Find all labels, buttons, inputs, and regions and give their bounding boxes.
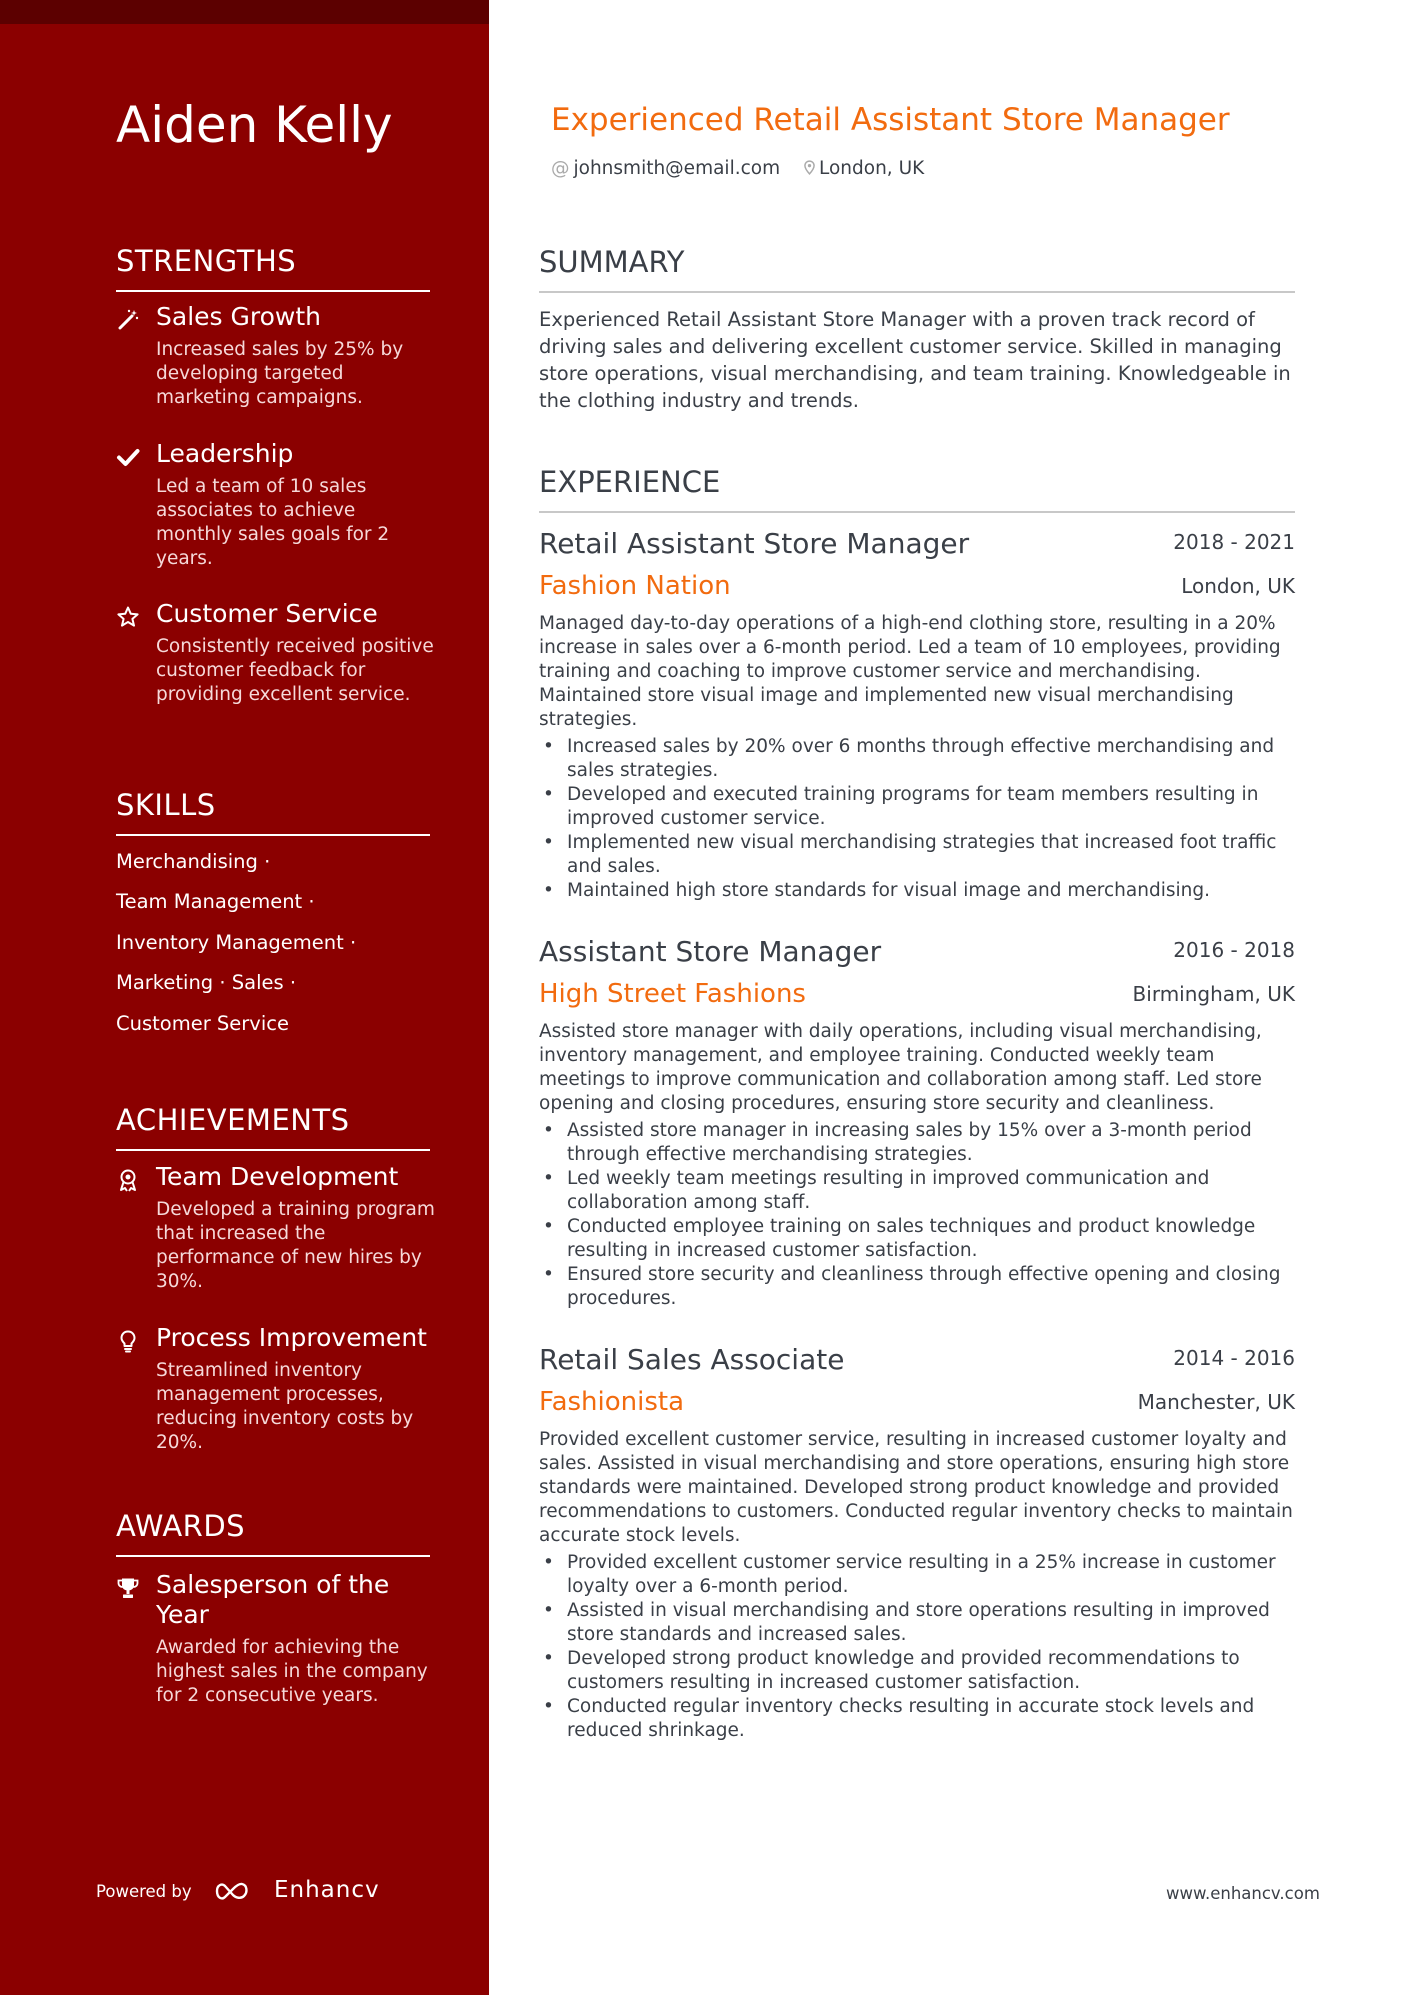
- contact-row: [551, 158, 942, 179]
- job-dates: 2018 - 2021: [1173, 530, 1295, 554]
- job-bullets: [539, 1551, 1295, 1743]
- candidate-name: Aiden Kelly: [116, 96, 393, 154]
- achievement-item: [116, 1162, 436, 1294]
- skill-tag: Inventory Management ·: [116, 931, 357, 954]
- lightbulb-icon: [116, 1329, 142, 1355]
- strength-item: [116, 302, 436, 410]
- job-bullets: [539, 735, 1295, 903]
- job-role: Assistant Store Manager: [539, 935, 882, 968]
- summary-heading: SUMMARY: [539, 245, 1295, 293]
- website-link[interactable]: www.enhancv.com: [1166, 1884, 1320, 1903]
- job-description: Provided excellent customer service, resulting in increased customer loyalty and sales. Assisted in visual merchandising and store operations, ensuring high store standards were maintained. Developed strong product knowledge and provided recommendations to customers. Conducted regular inventory checks to maintain accurate stock levels.: [539, 1429, 1293, 1546]
- strength-desc: Led a team of 10 sales associates to achieve monthly sales goals for 2 years.: [156, 476, 390, 569]
- strength-title: Leadership: [156, 439, 294, 468]
- job-description: Managed day-to-day operations of a high-end clothing store, resulting in a 20% increase in sales over a 6-month period. Led a team of 10 employees, providing training and coaching to improve customer service and merchandising. Maintained store visual image and implemented new visual merchandising strategies.: [539, 613, 1281, 730]
- location-text: London, UK: [819, 158, 925, 179]
- job-description: Assisted store manager with daily operations, including visual merchandising, inventory management, and employee training. Conducted weekly team meetings to improve communication and collaboration among staff. Led store opening and closing procedures, ensuring store security and cleanliness.: [539, 1021, 1262, 1114]
- sidebar: [0, 0, 489, 1995]
- job-bullet: • Increased sales by 20% over 6 months through effective merchandising and sales strategies.: [567, 735, 1295, 783]
- at-sign-icon: @: [551, 158, 570, 179]
- job-bullet: • Assisted in visual merchandising and store operations resulting in improved store standards and increased sales.: [567, 1599, 1295, 1647]
- job-bullet: • Ensured store security and cleanliness through effective opening and closing procedures.: [567, 1263, 1295, 1311]
- awards-heading: AWARDS: [116, 1509, 430, 1557]
- job-company: Fashionista: [539, 1387, 685, 1417]
- sidebar-top-bar: [0, 0, 489, 24]
- job-role: Retail Assistant Store Manager: [539, 527, 970, 560]
- experience-heading: EXPERIENCE: [539, 465, 1295, 513]
- enhancv-brand-name: Enhancv: [274, 1877, 380, 1903]
- achievement-desc: Developed a training program that increased the performance of new hires by 30%.: [156, 1199, 435, 1292]
- job-dates: 2014 - 2016: [1173, 1346, 1295, 1370]
- experience-entry: [539, 934, 1295, 1311]
- contact-email: [551, 158, 780, 179]
- job-bullet: • Maintained high store standards for visual image and merchandising.: [567, 879, 1295, 903]
- trophy-icon: [116, 1576, 142, 1602]
- job-role: Retail Sales Associate: [539, 1343, 845, 1376]
- email-text: johnsmith@email.com: [573, 158, 781, 179]
- contact-location: [804, 158, 924, 179]
- skill-tag: Marketing · Sales ·: [116, 971, 297, 994]
- job-bullet: • Developed and executed training programs for team members resulting in improved customer service.: [567, 783, 1295, 831]
- magic-wand-icon: [116, 308, 142, 334]
- strengths-heading: STRENGTHS: [116, 244, 430, 292]
- strength-title: Customer Service: [156, 599, 378, 628]
- enhancv-logo-icon: [214, 1878, 252, 1904]
- job-bullet: • Developed strong product knowledge and provided recommendations to customers resulting in increased customer satisfaction.: [567, 1647, 1295, 1695]
- job-company: Fashion Nation: [539, 571, 731, 601]
- job-bullet: • Led weekly team meetings resulting in improved communication and collaboration among staff.: [567, 1167, 1295, 1215]
- award-desc: Awarded for achieving the highest sales in the company for 2 consecutive years.: [156, 1637, 428, 1706]
- job-location: Manchester, UK: [1137, 1390, 1295, 1414]
- strength-desc: Increased sales by 25% by developing targeted marketing campaigns.: [156, 339, 404, 408]
- job-location: London, UK: [1181, 574, 1295, 598]
- skills-heading: SKILLS: [116, 788, 430, 836]
- job-dates: 2016 - 2018: [1173, 938, 1295, 962]
- achievements-heading: ACHIEVEMENTS: [116, 1103, 430, 1151]
- award-item: [116, 1570, 436, 1708]
- job-bullet: • Provided excellent customer service resulting in a 25% increase in customer loyalty over a 6-month period.: [567, 1551, 1295, 1599]
- job-bullet: • Implemented new visual merchandising strategies that increased foot traffic and sales.: [567, 831, 1295, 879]
- job-bullets: [539, 1119, 1295, 1311]
- achievement-desc: Streamlined inventory management processes, reducing inventory costs by 20%.: [156, 1360, 414, 1453]
- skill-tag: Customer Service: [116, 1012, 289, 1035]
- powered-by-label: Powered by: [96, 1882, 192, 1901]
- strength-title: Sales Growth: [156, 302, 321, 331]
- experience-entry: [539, 1342, 1295, 1743]
- job-company: High Street Fashions: [539, 979, 806, 1009]
- job-bullet: • Conducted employee training on sales techniques and product knowledge resulting in increased customer satisfaction.: [567, 1215, 1295, 1263]
- job-location: Birmingham, UK: [1132, 982, 1295, 1006]
- achievement-item: [116, 1323, 436, 1455]
- job-bullet: • Conducted regular inventory checks resulting in accurate stock levels and reduced shrinkage.: [567, 1695, 1295, 1743]
- experience-entry: [539, 526, 1295, 903]
- strength-desc: Consistently received positive customer feedback for providing excellent service.: [156, 636, 434, 705]
- job-bullet: • Assisted store manager in increasing sales by 15% over a 3-month period through effective merchandising strategies.: [567, 1119, 1295, 1167]
- achievement-title: Process Improvement: [156, 1323, 427, 1352]
- skill-tag: Merchandising ·: [116, 850, 271, 873]
- achievement-title: Team Development: [156, 1162, 399, 1191]
- checkmark-icon: [116, 445, 142, 471]
- award-title: Salesperson of the Year: [156, 1570, 390, 1629]
- skill-tag: Team Management ·: [116, 890, 315, 913]
- summary-text: Experienced Retail Assistant Store Manager with a proven track record of driving sales and delivering excellent customer service. Skilled in managing store operations, visual merchandising, and team training. Knowledgeable in the clothing industry and trends.: [539, 308, 1291, 412]
- star-icon: [116, 605, 142, 631]
- headline: Experienced Retail Assistant Store Manager: [551, 102, 1230, 138]
- strength-item: [116, 599, 436, 707]
- strength-item: [116, 439, 436, 571]
- award-ribbon-icon: [116, 1168, 142, 1194]
- location-pin-icon: [804, 158, 815, 179]
